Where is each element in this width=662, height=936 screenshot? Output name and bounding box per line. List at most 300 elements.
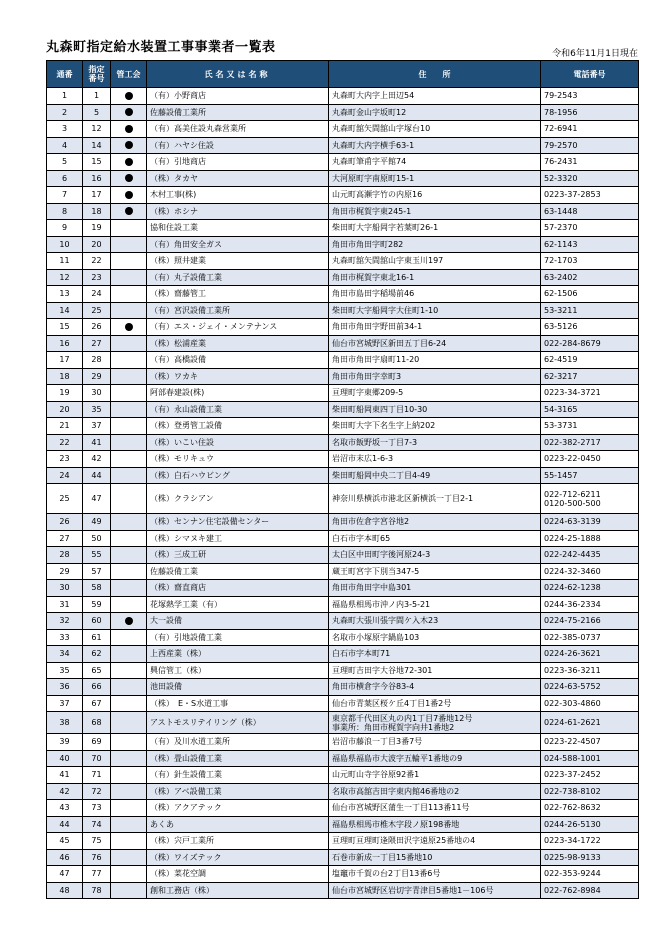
table-row [47,484,639,514]
cell-designated-number: 69 [83,734,111,751]
page-title: 丸森町指定給水装置工事事業者一覧表 [46,40,276,55]
cell-name: （有）引地商店 [147,154,329,171]
cell-phone: 022-382-2717 [541,434,639,451]
cell-designated-number: 58 [83,580,111,597]
cell-name: （有）ハヤシ住設 [147,137,329,154]
cell-phone: 0223-34-3721 [541,385,639,402]
cell-member [111,104,147,121]
cell-name: （有）永山設備工業 [147,401,329,418]
table-row [47,547,639,564]
cell-name: 上西産業（株） [147,646,329,663]
table-row [47,882,639,899]
cell-seq: 25 [47,484,83,514]
cell-name: （有）高美住設丸森営業所 [147,121,329,138]
table-row [47,137,639,154]
cell-name: （株）宍戸工業所 [147,833,329,850]
cell-address: 仙台市宮城野区蒲生一丁目113番11号 [329,800,541,817]
cell-seq: 10 [47,236,83,253]
table-row [47,530,639,547]
cell-name: （株）松浦産業 [147,335,329,352]
address-line: 東京都千代田区丸の内1丁目7番地12号 [332,713,473,723]
cell-designated-number: 28 [83,352,111,369]
table-row [47,418,639,435]
table-row [47,467,639,484]
cell-designated-number: 12 [83,121,111,138]
cell-name: 興信管工（株） [147,662,329,679]
cell-phone: 024-588-1001 [541,750,639,767]
cell-address: 山元町山寺字谷原92番1 [329,767,541,784]
cell-seq: 9 [47,220,83,237]
cell-designated-number: 23 [83,269,111,286]
cell-name: （有）引地設備工業 [147,629,329,646]
address-line-2: 事業所：角田市梶賀字向井1番地2 [332,722,455,732]
cell-designated-number: 5 [83,104,111,121]
cell-seq: 34 [47,646,83,663]
cell-name: （株）シマヌキ建工 [147,530,329,547]
header-kankoukai: 管工会 [111,61,147,88]
cell-designated-number: 1 [83,88,111,105]
cell-address: 岩沼市藤浪一丁目3番7号 [329,734,541,751]
cell-address: 仙台市宮城野区岩切字青津目5番地1－106号 [329,882,541,899]
table-row [47,401,639,418]
member-dot-icon [125,207,133,215]
cell-address [329,712,541,734]
cell-phone: 62-3217 [541,368,639,385]
cell-name: （株）齋藤管工 [147,286,329,303]
cell-phone: 0223-22-0450 [541,451,639,468]
cell-address: 柴田町大字下名生字上納202 [329,418,541,435]
table-row [47,88,639,105]
cell-member [111,800,147,817]
cell-seq: 12 [47,269,83,286]
cell-phone: 63-2402 [541,269,639,286]
cell-name: （有）及川水道工業所 [147,734,329,751]
cell-seq: 23 [47,451,83,468]
cell-phone: 0224-75-2166 [541,613,639,630]
cell-seq: 2 [47,104,83,121]
cell-name: （株）菜花空調 [147,866,329,883]
cell-member [111,88,147,105]
cell-address: 亘理町字東郷209-5 [329,385,541,402]
phone-line-2: 0120-500-500 [544,498,601,508]
cell-phone: 54-3165 [541,401,639,418]
cell-seq: 15 [47,319,83,336]
cell-member [111,816,147,833]
cell-designated-number: 73 [83,800,111,817]
cell-member [111,418,147,435]
cell-phone: 63-1448 [541,203,639,220]
table-row [47,286,639,303]
cell-member [111,750,147,767]
cell-seq: 48 [47,882,83,899]
table-row [47,352,639,369]
table-row [47,833,639,850]
cell-address: 角田市佐倉字宮谷地2 [329,514,541,531]
cell-seq: 46 [47,849,83,866]
cell-phone: 0224-62-1238 [541,580,639,597]
cell-designated-number: 47 [83,484,111,514]
cell-address: 太白区中田町字後河原24-3 [329,547,541,564]
cell-name: （株）ワカキ [147,368,329,385]
cell-seq: 22 [47,434,83,451]
cell-designated-number: 14 [83,137,111,154]
cell-phone: 53-3731 [541,418,639,435]
table-row [47,269,639,286]
member-dot-icon [125,108,133,116]
table-row [47,613,639,630]
cell-phone: 0244-26-5130 [541,816,639,833]
cell-name: 大一設備 [147,613,329,630]
cell-member [111,170,147,187]
cell-seq: 14 [47,302,83,319]
cell-address: 仙台市宮城野区新田五丁目6-24 [329,335,541,352]
cell-address: 角田市梶賀字東245-1 [329,203,541,220]
cell-member [111,563,147,580]
cell-address: 福島県相馬市沖ノ内3-5-21 [329,596,541,613]
table-row [47,236,639,253]
table-row [47,187,639,204]
cell-seq: 17 [47,352,83,369]
table-row [47,121,639,138]
cell-seq: 4 [47,137,83,154]
cell-address: 大河原町字南原町15-1 [329,170,541,187]
cell-address: 柴田町船岡東四丁目10-30 [329,401,541,418]
cell-address: 角田市角田字中島301 [329,580,541,597]
table-row [47,712,639,734]
cell-address: 石巻市新成一丁目15番地10 [329,849,541,866]
cell-address: 白石市字本町71 [329,646,541,663]
cell-member [111,646,147,663]
table-row [47,220,639,237]
cell-seq: 36 [47,679,83,696]
cell-address: 角田市島田字稲場前46 [329,286,541,303]
cell-designated-number: 20 [83,236,111,253]
member-dot-icon [125,323,133,331]
cell-phone: 63-5126 [541,319,639,336]
cell-phone: 62-1506 [541,286,639,303]
cell-address: 蔵王町宮字下別当347-5 [329,563,541,580]
cell-seq: 29 [47,563,83,580]
member-dot-icon [125,174,133,182]
cell-seq: 8 [47,203,83,220]
cell-seq: 39 [47,734,83,751]
table-row [47,767,639,784]
cell-name: （株）ワイズテック [147,849,329,866]
cell-seq: 27 [47,530,83,547]
cell-member [111,580,147,597]
cell-designated-number: 29 [83,368,111,385]
cell-phone: 0223-22-4507 [541,734,639,751]
cell-seq: 18 [47,368,83,385]
header-seq: 通番 [47,61,83,88]
cell-designated-number: 42 [83,451,111,468]
cell-name: （株）アベ設備工業 [147,783,329,800]
cell-member [111,154,147,171]
table-row [47,203,639,220]
table-row [47,662,639,679]
cell-name: 花塚熱学工業（有） [147,596,329,613]
cell-phone: 022-353-9244 [541,866,639,883]
cell-designated-number: 68 [83,712,111,734]
cell-designated-number: 67 [83,695,111,712]
cell-member [111,783,147,800]
table-row [47,580,639,597]
cell-member [111,434,147,451]
cell-member [111,385,147,402]
cell-designated-number: 77 [83,866,111,883]
cell-designated-number: 72 [83,783,111,800]
cell-designated-number: 16 [83,170,111,187]
table-row [47,154,639,171]
cell-address: 名取市小塚原字鍋島103 [329,629,541,646]
cell-phone: 0224-63-3139 [541,514,639,531]
cell-seq: 33 [47,629,83,646]
cell-name: 協和住設工業 [147,220,329,237]
table-row [47,514,639,531]
cell-phone: 022-762-8984 [541,882,639,899]
cell-name: 木村工事(株) [147,187,329,204]
table-row [47,385,639,402]
cell-seq: 47 [47,866,83,883]
cell-address: 丸森町大張川張字間ケ入木23 [329,613,541,630]
cell-address: 柴田町大字船岡字大住町1-10 [329,302,541,319]
cell-name: （有）丸子設備工業 [147,269,329,286]
table-row [47,866,639,883]
table-row [47,695,639,712]
cell-designated-number: 30 [83,385,111,402]
cell-address: 丸森町筆甫字平館74 [329,154,541,171]
cell-designated-number: 71 [83,767,111,784]
cell-member [111,767,147,784]
cell-member [111,451,147,468]
cell-seq: 3 [47,121,83,138]
cell-designated-number: 17 [83,187,111,204]
cell-member [111,335,147,352]
cell-address: 亘理町亘理町逢隈田沢字遠原25番地の4 [329,833,541,850]
cell-name: （有）高橋設備 [147,352,329,369]
cell-phone: 78-1956 [541,104,639,121]
cell-name: （株）クラシアン [147,484,329,514]
cell-seq: 30 [47,580,83,597]
cell-address: 福島県福島市大波字五輪平1番地の9 [329,750,541,767]
cell-name: （株）白石ハウビング [147,467,329,484]
cell-address: 角田市角田字野田前34-1 [329,319,541,336]
cell-member [111,833,147,850]
cell-address: 名取市飯野坂一丁目7-3 [329,434,541,451]
table-row [47,734,639,751]
cell-member [111,137,147,154]
cell-seq: 31 [47,596,83,613]
cell-phone: 022-242-4435 [541,547,639,564]
cell-designated-number: 76 [83,849,111,866]
member-dot-icon [125,158,133,166]
cell-name: （株）齋直商店 [147,580,329,597]
cell-address: 名取市高舘吉田字東内館46番地の2 [329,783,541,800]
cell-seq: 43 [47,800,83,817]
cell-designated-number: 65 [83,662,111,679]
cell-address: 仙台市青葉区桜ケ丘4丁目1番2号 [329,695,541,712]
cell-designated-number: 49 [83,514,111,531]
cell-member [111,203,147,220]
cell-phone: 022-303-4860 [541,695,639,712]
cell-seq: 32 [47,613,83,630]
table-row [47,302,639,319]
table-row [47,816,639,833]
table-row [47,646,639,663]
table-row [47,104,639,121]
cell-phone: 79-2570 [541,137,639,154]
cell-member [111,613,147,630]
cell-member [111,368,147,385]
cell-seq: 42 [47,783,83,800]
member-dot-icon [125,125,133,133]
cell-designated-number: 37 [83,418,111,435]
cell-phone: 0224-25-1888 [541,530,639,547]
cell-designated-number: 50 [83,530,111,547]
contractor-table [46,60,639,899]
cell-name: （株）タカヤ [147,170,329,187]
cell-name: （株）畳山設備工業 [147,750,329,767]
cell-designated-number: 70 [83,750,111,767]
cell-name: （有）小野商店 [147,88,329,105]
cell-member [111,712,147,734]
table-row [47,596,639,613]
cell-phone: 55-1457 [541,467,639,484]
cell-member [111,679,147,696]
cell-member [111,882,147,899]
cell-name: （株）モリキュウ [147,451,329,468]
cell-address: 角田市梶賀字東北16-1 [329,269,541,286]
cell-designated-number: 57 [83,563,111,580]
table-row [47,368,639,385]
cell-seq: 38 [47,712,83,734]
cell-phone: 0223-36-3211 [541,662,639,679]
table-row [47,451,639,468]
cell-member [111,484,147,514]
cell-name: （株）アクアテック [147,800,329,817]
cell-member [111,253,147,270]
table-body [47,88,639,899]
table-row [47,629,639,646]
cell-phone: 0244-36-2334 [541,596,639,613]
cell-address: 福島県相馬市椎木字段ノ原198番地 [329,816,541,833]
cell-designated-number: 18 [83,203,111,220]
cell-seq: 16 [47,335,83,352]
cell-seq: 45 [47,833,83,850]
cell-designated-number: 62 [83,646,111,663]
cell-seq: 11 [47,253,83,270]
cell-name: （株）三成工研 [147,547,329,564]
member-dot-icon [125,191,133,199]
cell-member [111,849,147,866]
cell-seq: 37 [47,695,83,712]
cell-address: 柴田町船岡中央二丁目4-49 [329,467,541,484]
cell-address: 山元町高瀬字竹の内原16 [329,187,541,204]
cell-address: 角田市角田字幸町3 [329,368,541,385]
cell-member [111,401,147,418]
cell-designated-number: 22 [83,253,111,270]
header-address: 住 所 [329,61,541,88]
cell-member [111,662,147,679]
member-dot-icon [125,141,133,149]
cell-name: （株）ホシナ [147,203,329,220]
cell-phone: 0224-61-2621 [541,712,639,734]
cell-address: 丸森町金山字坂町12 [329,104,541,121]
cell-seq: 20 [47,401,83,418]
cell-seq: 35 [47,662,83,679]
cell-designated-number: 74 [83,816,111,833]
cell-address: 岩沼市末広1-6-3 [329,451,541,468]
cell-address: 丸森町舘矢間舘山字東玉川197 [329,253,541,270]
table-row [47,170,639,187]
cell-member [111,596,147,613]
cell-phone: 79-2543 [541,88,639,105]
cell-name: （有）針生設備工業 [147,767,329,784]
cell-member [111,220,147,237]
cell-designated-number: 27 [83,335,111,352]
cell-name: 池田設備 [147,679,329,696]
cell-seq: 5 [47,154,83,171]
cell-phone: 62-1143 [541,236,639,253]
table-row [47,800,639,817]
cell-seq: 41 [47,767,83,784]
cell-designated-number: 25 [83,302,111,319]
cell-address: 塩竈市千賀の台2丁目13番6号 [329,866,541,883]
table-row [47,750,639,767]
cell-address: 白石市字本町65 [329,530,541,547]
cell-member [111,302,147,319]
phone-line: 022-712-6211 [544,489,601,499]
cell-phone: 0223-37-2853 [541,187,639,204]
cell-member [111,286,147,303]
cell-name: （株） E・S水道工事 [147,695,329,712]
cell-designated-number: 55 [83,547,111,564]
as-of-date: 令和6年11月1日現在 [552,49,638,59]
member-dot-icon [125,617,133,625]
cell-phone: 76-2431 [541,154,639,171]
cell-seq: 28 [47,547,83,564]
cell-member [111,547,147,564]
cell-designated-number: 35 [83,401,111,418]
cell-phone: 72-1703 [541,253,639,270]
cell-seq: 13 [47,286,83,303]
cell-designated-number: 44 [83,467,111,484]
header-designated-label: 指定番号 [88,65,105,83]
cell-address: 角田市角田字扇町11-20 [329,352,541,369]
cell-member [111,467,147,484]
cell-address: 角田市横倉字今谷83-4 [329,679,541,696]
cell-address: 柴田町大字船岡字若葉町26-1 [329,220,541,237]
cell-seq: 21 [47,418,83,435]
header-row [47,61,639,88]
header-designated [83,61,111,88]
cell-member [111,319,147,336]
cell-name: アストモスリテイリング（株） [147,712,329,734]
cell-member [111,530,147,547]
cell-name: （有）宮沢設備工業所 [147,302,329,319]
cell-phone: 57-2370 [541,220,639,237]
member-dot-icon [125,92,133,100]
cell-member [111,695,147,712]
table-row [47,783,639,800]
cell-name: 佐藤設備工業所 [147,104,329,121]
table-row [47,253,639,270]
cell-phone [541,484,639,514]
cell-address: 丸森町舘矢間舘山字塚台10 [329,121,541,138]
cell-name: 創和工務店（株） [147,882,329,899]
cell-phone: 0225-98-9133 [541,849,639,866]
cell-address: 亘理町吉田字大谷地72-301 [329,662,541,679]
